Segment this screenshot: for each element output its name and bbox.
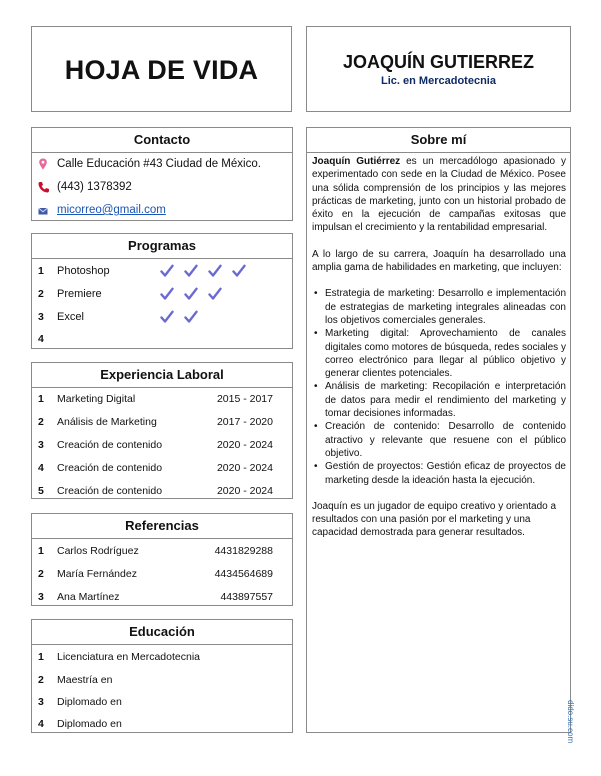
experience-role: Creación de contenido (57, 462, 163, 474)
experience-role: Creación de contenido (57, 485, 163, 497)
row-number: 3 (38, 439, 44, 451)
person-name: JOAQUÍN GUTIERREZ (342, 52, 534, 72)
row-number: 1 (38, 545, 44, 557)
reference-phone: 4434564689 (214, 568, 273, 580)
experience-row (32, 413, 292, 431)
name-box (306, 26, 571, 112)
check-icon (160, 287, 174, 301)
education-row (32, 715, 292, 733)
program-name: Photoshop (57, 265, 110, 277)
experience-title: Experiencia Laboral (32, 363, 292, 388)
check-icon (184, 264, 198, 278)
row-number: 4 (38, 333, 44, 345)
title-box (31, 26, 292, 112)
envelope-icon (38, 204, 48, 216)
row-number: 2 (38, 674, 44, 686)
row-number: 3 (38, 591, 44, 603)
experience-role: Análisis de Marketing (57, 416, 157, 428)
experience-row (32, 482, 292, 500)
reference-phone: 443897557 (220, 591, 273, 603)
about-content (312, 155, 566, 540)
row-number: 1 (38, 265, 44, 277)
experience-row (32, 459, 292, 477)
row-number: 1 (38, 393, 44, 405)
watermark: dido.su.com (566, 700, 575, 744)
reference-phone: 4431829288 (214, 545, 273, 557)
skill-bullet: • Análisis de marketing: Recopilación e interpretación de datos para medir el rendimiento del marketing y tomar decisiones informadas. (325, 380, 566, 420)
location-pin-icon (38, 158, 48, 170)
references-section (31, 513, 293, 606)
skill-bullet: • Gestión de proyectos: Gestión eficaz de proyectos de marketing desde la ideación hasta la ejecución. (325, 460, 566, 487)
program-name: Premiere (57, 288, 102, 300)
about-intro (312, 155, 566, 235)
program-row (32, 285, 292, 303)
education-name: Diplomado en (57, 696, 122, 708)
about-title: Sobre mí (307, 128, 570, 153)
row-number: 3 (38, 696, 44, 708)
experience-years: 2015 - 2017 (216, 393, 273, 405)
check-icon (184, 287, 198, 301)
programs-section (31, 233, 293, 349)
about-paragraph-2: A lo largo de su carrera, Joaquín ha desarrollado una amplia gama de habilidades en marketing, que incluyen: (312, 248, 566, 274)
row-number: 5 (38, 485, 44, 497)
program-row (32, 330, 292, 348)
program-name: Excel (57, 311, 84, 323)
contact-title: Contacto (32, 128, 292, 153)
row-number: 3 (38, 311, 44, 323)
experience-years: 2020 - 2024 (216, 462, 273, 474)
experience-role: Creación de contenido (57, 439, 163, 451)
reference-row (32, 588, 292, 606)
reference-name: María Fernández (57, 568, 137, 580)
education-title: Educación (32, 620, 292, 645)
check-icon (208, 264, 222, 278)
education-name: Licenciatura en Mercadotecnia (57, 651, 201, 663)
row-number: 1 (38, 651, 44, 663)
row-number: 2 (38, 416, 44, 428)
check-icon (160, 264, 174, 278)
phone-icon (38, 181, 48, 193)
experience-role: Marketing Digital (57, 393, 136, 405)
program-row (32, 308, 292, 326)
about-section (306, 127, 571, 733)
programs-title: Programas (32, 234, 292, 259)
skill-bullet: • Estrategia de marketing: Desarrollo e implementación de estrategias de marketing integrales alineadas con los objetivos comerciales generales. (325, 287, 566, 327)
references-title: Referencias (32, 514, 292, 539)
about-intro-name: Joaquín Gutiérrez (312, 156, 401, 167)
reference-row (32, 565, 292, 583)
education-row (32, 693, 292, 711)
experience-years: 2017 - 2020 (216, 416, 273, 428)
reference-name: Ana Martínez (57, 591, 120, 603)
contact-phone: (443) 1378392 (57, 181, 132, 193)
experience-years: 2020 - 2024 (216, 485, 273, 497)
row-number: 2 (38, 288, 44, 300)
experience-row (32, 436, 292, 454)
experience-section (31, 362, 293, 499)
skills-list (312, 287, 566, 486)
education-row (32, 648, 292, 666)
check-icon (208, 287, 222, 301)
education-section (31, 619, 293, 733)
education-name: Maestría en (57, 674, 113, 686)
person-role: Lic. en Mercadotecnia (381, 75, 496, 87)
check-icon (184, 310, 198, 324)
experience-row (32, 390, 292, 408)
reference-name: Carlos Rodríguez (57, 545, 139, 557)
skill-bullet: • Creación de contenido: Desarrollo de contenido atractivo y relevante que resuene con el público objetivo. (325, 420, 566, 460)
reference-row (32, 542, 292, 560)
about-closing: Joaquín es un jugador de equipo creativo y orientado a resultados con una pasión por el marketing y una capacidad demostrada para generar resultados. (312, 500, 557, 539)
check-icon (160, 310, 174, 324)
row-number: 4 (38, 718, 44, 730)
contact-section (31, 127, 293, 221)
contact-email-link[interactable]: micorreo@gmail.com (57, 204, 166, 216)
contact-address: Calle Educación #43 Ciudad de México. (57, 158, 261, 170)
skill-bullet: • Marketing digital: Aprovechamiento de canales digitales como motores de búsqueda, redes sociales y correo electrónico para llegar al público objetivo y generar clientes potenciales. (325, 327, 566, 380)
row-number: 4 (38, 462, 44, 474)
about-intro-text: es un mercadólogo apasionado y experimentado con sede en la Ciudad de México. Posee una sólida comprensión de los principios y las mejores prácticas de marketing, junto con un historial probado de éxito en la ejecución de campañas exitosas que impulsan el crecimiento y la rentabilidad empresarial. (312, 156, 567, 234)
document-title: HOJA DE VIDA (64, 55, 259, 85)
program-row (32, 262, 292, 280)
experience-years: 2020 - 2024 (216, 439, 273, 451)
education-name: Diplomado en (57, 718, 122, 730)
education-row (32, 671, 292, 689)
row-number: 2 (38, 568, 44, 580)
check-icon (232, 264, 246, 278)
